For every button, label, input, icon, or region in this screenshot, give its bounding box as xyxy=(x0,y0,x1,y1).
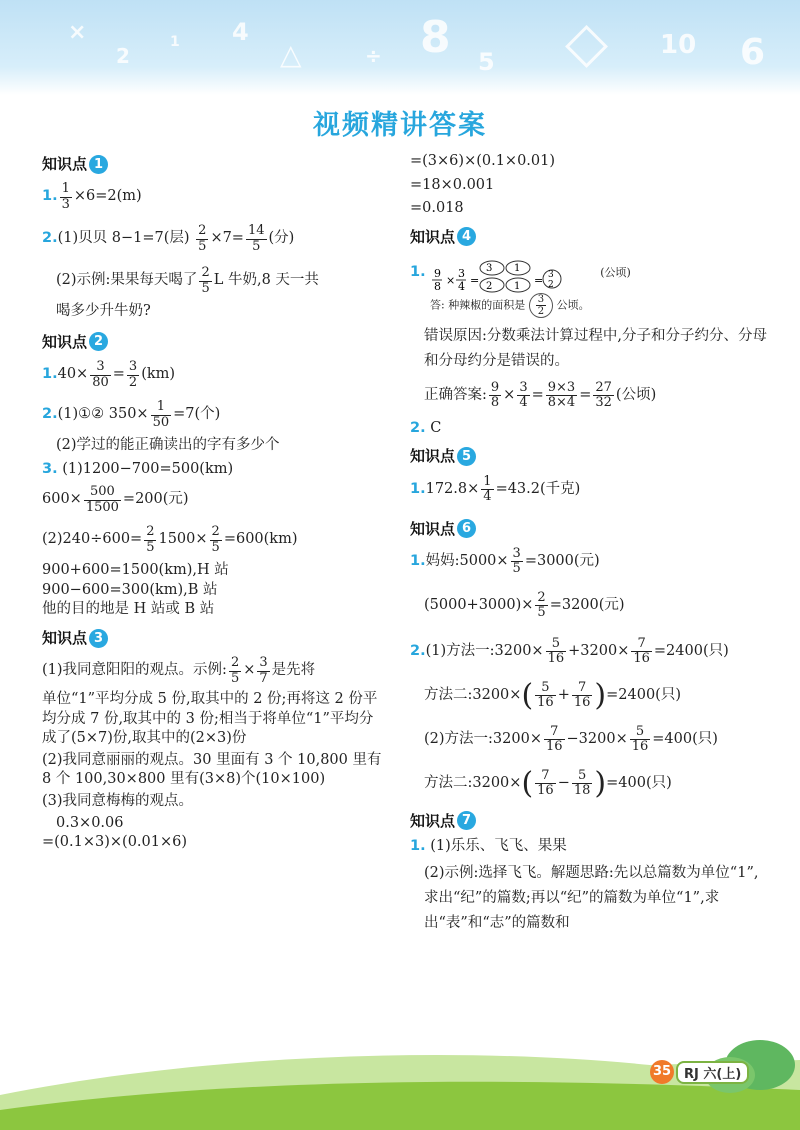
answer-line: 900−600=300(km),B 站 xyxy=(42,581,218,598)
svg-text:×: × xyxy=(446,273,456,287)
fraction: $\frac{7}{16}$ xyxy=(573,679,591,711)
svg-text:2: 2 xyxy=(548,279,554,290)
section-heading: 知识点 4 xyxy=(410,227,770,247)
answer-line: 1. 172.8× $\frac{1}{4}$ =43.2(千克) xyxy=(410,473,581,504)
svg-text:=: = xyxy=(534,273,544,287)
answer-line: 600× $\frac{500}{1500}$ =200(元) xyxy=(42,484,189,515)
svg-text:3: 3 xyxy=(458,266,466,280)
answer-line: 喝多少升牛奶? xyxy=(56,303,151,320)
section-heading: 知识点 1 xyxy=(42,154,387,174)
fraction: $\frac{500}{1500}$ xyxy=(85,484,119,515)
answer-line: 1. (1)乐乐、飞飞、果果 xyxy=(410,838,567,854)
fraction: $\frac{27}{32}$ xyxy=(595,379,612,411)
section-number-badge: 3 xyxy=(89,629,108,648)
svg-text:2: 2 xyxy=(486,280,493,292)
fraction: $\frac{14}{5}$ xyxy=(247,223,265,254)
page-title: 视频精讲答案 xyxy=(313,110,487,141)
answer-line: 900+600=1500(km),H 站 xyxy=(42,562,229,579)
answer-line: 1. $\frac{1}{3}$ ×6=2(m) xyxy=(42,181,142,212)
svg-text:9: 9 xyxy=(434,266,442,280)
answer-paragraph: (3)我同意梅梅的观点。 xyxy=(42,792,194,809)
section-number-badge: 5 xyxy=(457,447,476,466)
fraction: $\frac{3}{80}$ xyxy=(92,359,109,390)
section-heading: 知识点 5 xyxy=(410,446,770,466)
answer-paragraph: (2)示例:选择飞飞。解题思路:先以总篇数为单位“1”,求出“纪”的篇数;再以“纪”的篇数为单位“1”,求出“表”和“志”的篇数和 xyxy=(424,864,759,932)
section-number-badge: 1 xyxy=(89,155,108,174)
fraction: $\frac{5}{16}$ xyxy=(631,723,649,755)
deco-symbol: ÷ xyxy=(365,44,382,68)
fraction: $\frac{3}{2}$ xyxy=(128,359,138,390)
fraction: $\frac{2}{5}$ xyxy=(230,655,240,686)
fraction: $\frac{9\times 3}{8\times 4}$ xyxy=(547,379,576,411)
fraction: $\frac{7}{16}$ xyxy=(537,767,554,799)
section-number-badge: 6 xyxy=(457,519,476,538)
fraction: $\frac{7}{16}$ xyxy=(633,635,650,667)
svg-text:=: = xyxy=(470,273,480,287)
deco-symbol: 2 xyxy=(116,44,130,68)
deco-symbol: 6 xyxy=(740,32,766,73)
answer-line: 3. (1)1200−700=500(km) xyxy=(42,460,234,477)
answer-line: (2)示例:果果每天喝了 $\frac{2}{5}$ L 牛奶,8 天一共 xyxy=(56,265,319,296)
section-number-badge: 2 xyxy=(89,332,108,351)
section-heading: 知识点 6 xyxy=(410,519,770,539)
deco-symbol: × xyxy=(68,20,87,45)
fraction: $\frac{3}{4}$ xyxy=(519,379,528,411)
right-column xyxy=(410,152,770,937)
deco-symbol: 1 xyxy=(170,34,180,50)
answer-line: 他的目的地是 H 站或 B 站 xyxy=(42,601,215,618)
answer-line: (2)方法一:3200× $\frac{7}{16}$ −3200× $\frac{5}{16}$ =400(只) xyxy=(424,723,718,755)
fraction: $\frac{2}{5}$ xyxy=(537,589,546,621)
answer-line: =(3×6)×(0.1×0.01) xyxy=(410,153,556,169)
deco-symbol: 5 xyxy=(478,48,495,76)
answer-line: (2)240÷600= $\frac{2}{5}$ 1500× $\frac{2}{5}$ =600(km) xyxy=(42,524,298,555)
section-heading: 知识点 7 xyxy=(410,811,770,831)
svg-text:3: 3 xyxy=(548,269,554,280)
section-number-badge: 4 xyxy=(457,227,476,246)
answer-line: =18×0.001 xyxy=(410,176,495,193)
answer-line: 0.3×0.06 xyxy=(56,814,124,831)
fraction: $\frac{3}{5}$ xyxy=(512,545,521,577)
answer-line: 方法二:3200× ( $\frac{5}{16}$ + $\frac{7}{16}$ ) =2400(只) xyxy=(424,677,681,713)
answer-line: 2. (1)①② 350× $\frac{1}{50}$ =7(个) xyxy=(42,399,221,430)
deco-symbol: ◇ xyxy=(565,10,609,75)
answer-line: 2. (1)贝贝 8−1=7(层) $\frac{2}{5}$ ×7= $\frac{14}{5}$ (分) xyxy=(42,223,295,254)
fraction: $\frac{3}{7}$ xyxy=(259,655,268,686)
svg-text:1: 1 xyxy=(514,262,521,274)
fraction: $\frac{5}{18}$ xyxy=(573,767,591,799)
svg-text:8: 8 xyxy=(434,279,442,293)
answer-line: 2. (1)方法一:3200× $\frac{5}{16}$ +3200× $\frac{7}{16}$ =2400(只) xyxy=(410,635,729,667)
svg-text:1: 1 xyxy=(514,280,521,292)
handwritten-work: 1. 9 8 × 3 4 = 3 2 1 1 = 3 2 (公顷) xyxy=(410,253,770,293)
handwritten-calculation-image xyxy=(430,253,600,293)
deco-symbol: 8 xyxy=(420,12,451,63)
fraction: $\frac{2}{5}$ xyxy=(198,223,207,254)
fraction: $\frac{1}{50}$ xyxy=(152,399,170,430)
svg-text:3: 3 xyxy=(486,262,493,274)
svg-text:4: 4 xyxy=(458,279,466,293)
answer-paragraph: (2)我同意丽丽的观点。30 里面有 3 个 10,800 里有 8 个 100,30×800 里有(3×8)个(10×100) xyxy=(42,751,382,788)
handwritten-answer: 答: 种辣椒的面积是 $\frac{3}{2}$ 公顷。 xyxy=(430,293,590,317)
section-number-badge: 7 xyxy=(457,811,476,830)
fraction: $\frac{2}{5}$ xyxy=(146,524,155,555)
fraction: $\frac{1}{4}$ xyxy=(483,473,492,504)
fraction: $\frac{5}{16}$ xyxy=(547,635,565,667)
fraction: $\frac{9}{8}$ xyxy=(490,379,500,411)
deco-symbol: △ xyxy=(280,38,302,71)
section-heading: 知识点 3 xyxy=(42,628,387,648)
answer-paragraph: 错误原因:分数乘法计算过程中,分子和分子约分、分母和分母约分是错误的。 xyxy=(424,327,767,370)
deco-symbol: 10 xyxy=(660,30,697,60)
answer-line: =0.018 xyxy=(410,200,464,217)
answer-line: (1)我同意阳阳的观点。示例: $\frac{2}{5}$ × $\frac{3}{7}$ 是先将 xyxy=(42,655,316,686)
answer-line: 正确答案: $\frac{9}{8}$ × $\frac{3}{4}$ = $\frac{9\times 3}{8\times 4}$ = $\frac{27}{32}$ (公顷) xyxy=(424,379,657,411)
answer-line: (5000+3000)× $\frac{2}{5}$ =3200(元) xyxy=(424,589,625,621)
fraction: $\frac{2}{5}$ xyxy=(201,265,210,296)
deco-symbol: 4 xyxy=(232,18,249,46)
page-number-badge: 35 xyxy=(650,1060,674,1084)
answer-line: =(0.1×3)×(0.01×6) xyxy=(42,834,188,851)
fraction: $\frac{2}{5}$ xyxy=(211,524,220,555)
fraction: $\frac{5}{16}$ xyxy=(537,679,554,711)
answer-paragraph: 单位“1”平均分成 5 份,取其中的 2 份;再将这 2 份平均分成 7 份,取其中的 3 份;相当于将单位“1”平均分成了(5×7)份,取其中的(2×3)份 xyxy=(42,691,378,747)
answer-line: (2)学过的能正确读出的字有多少个 xyxy=(56,437,280,454)
fraction: $\frac{7}{16}$ xyxy=(545,723,563,755)
edition-label: RJ 六(上) xyxy=(676,1061,749,1084)
left-column xyxy=(42,148,387,853)
answer-line: 1. 妈妈:5000× $\frac{3}{5}$ =3000(元) xyxy=(410,545,600,577)
section-heading: 知识点 2 xyxy=(42,332,387,352)
answer-line: 方法二:3200× ( $\frac{7}{16}$ − $\frac{5}{18}$ ) =400(只) xyxy=(424,765,672,801)
answer-line: 2. C xyxy=(410,419,442,436)
answer-line: 1. 40× $\frac{3}{80}$ = $\frac{3}{2}$ (km) xyxy=(42,359,176,390)
fraction: $\frac{1}{3}$ xyxy=(61,181,70,212)
header-banner xyxy=(0,0,800,95)
